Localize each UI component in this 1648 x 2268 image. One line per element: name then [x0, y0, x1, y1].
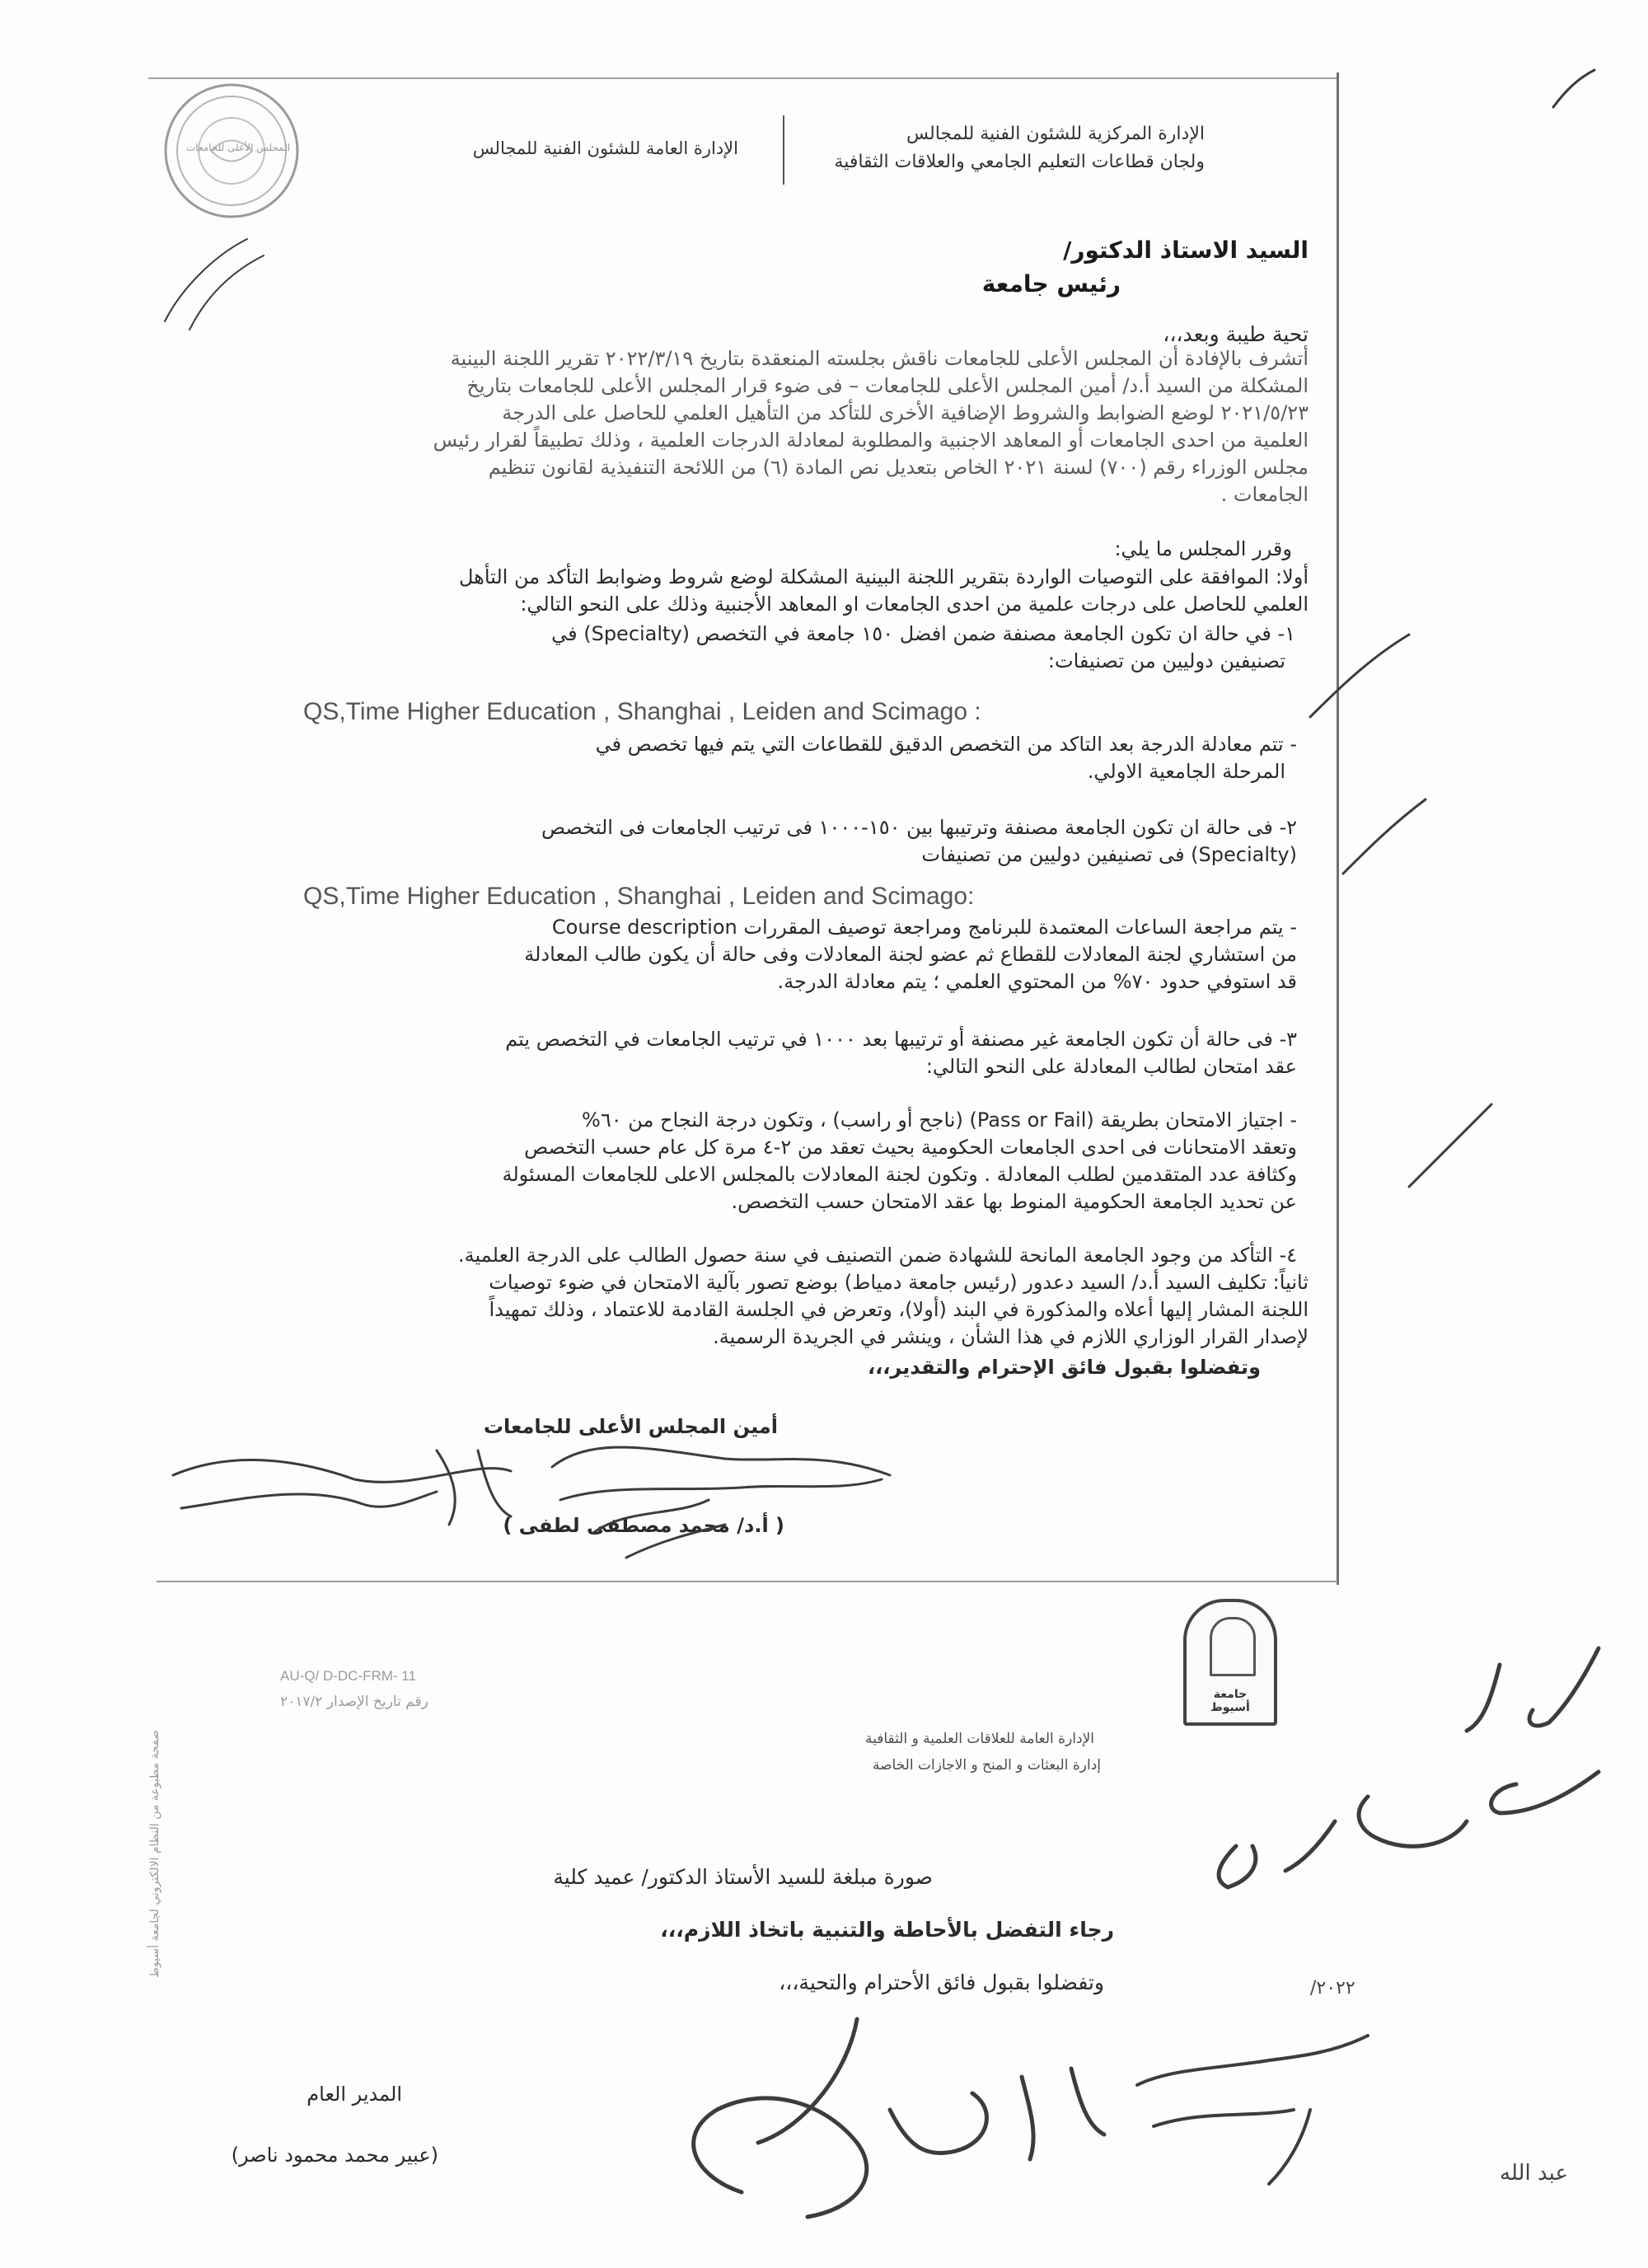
- intro-line-6: الجامعات .: [1220, 483, 1309, 506]
- header-right-line2: ولجان قطاعات التعليم الجامعي والعلاقات الثقافية: [834, 152, 1205, 172]
- margin-check-4: [1549, 66, 1599, 115]
- second-item-line-2: اللجنة المشار إليها أعلاه والمذكورة في البند (أولا)، وتعرض في الجلسة القادمة للاعتماد ، وذلك تمهيداً: [489, 1298, 1309, 1321]
- case4: ٤- التأكد من وجود الجامعة المانحة للشهادة ضمن التصنيف في سنة حصول الطالب على الدرجة العلمية.: [458, 1244, 1297, 1267]
- handwritten-date: ٢٠٢٢/: [1310, 1978, 1355, 1999]
- margin-scribble-top-left: [148, 206, 280, 338]
- second-item-line-1: ثانياً: تكليف السيد أ.د/ السيد دعدور (رئيس جامعة دمياط) بوضع تصور بآلية الامتحان في ضوء توصيات: [489, 1271, 1309, 1294]
- intro-line-3: ٢٠٢١/٥/٢٣ لوضع الضوابط والشروط الإضافية الأخرى للتأكد من التأهيل العلمي للحاصل على الدرجة: [502, 401, 1309, 424]
- margin-check-2: [1335, 791, 1434, 882]
- case3-note-line-2: وتعقد الامتحانات فى احدى الجامعات الحكومية بحيث تعقد من ٢-٤ مرة كل عام حسب التخصص: [524, 1136, 1297, 1159]
- greeting: تحية طيبة وبعد،،،: [1163, 322, 1309, 346]
- case2-note-line-3: قد استوفي حدود ٧٠% من المحتوي العلمي ؛ يتم معادلة الدرجة.: [777, 970, 1297, 993]
- addressee-line2: رئيس جامعة: [981, 270, 1121, 298]
- second-item-line-3: لإصدار القرار الوزاري اللازم في هذا الشأن ، وينشر في الجريدة الرسمية.: [713, 1325, 1309, 1348]
- intro-line-2: المشكلة من السيد أ.د/ أمين المجلس الأعلى للجامعات – فى ضوء قرار المجلس الأعلى للجامعات بتاريخ: [466, 374, 1309, 397]
- closing: وتفضلوا بقبول فائق الإحترام والتقدير،،،: [868, 1356, 1261, 1379]
- case1-note-line-1: - تتم معادلة الدرجة بعد التاكد من التخصص الدقيق للقطاعات التي يتم فيها تخصص في: [595, 733, 1297, 756]
- logo-text: جامعة أسيوط: [1210, 1688, 1250, 1714]
- header-divider: [783, 115, 784, 185]
- form-issue: رقم تاريخ الإصدار ٢٠١٧/٢: [280, 1694, 428, 1710]
- signatory-name: ( أ.د/ محمد مصطفى لطفى ): [503, 1514, 784, 1537]
- margin-note: صفحة مطبوعة من النظام الالكتروني لجامعة أسيوط: [148, 1730, 162, 1978]
- decision-intro: وقرر المجلس ما يلي:: [1114, 537, 1292, 560]
- case2-line-2: (Specialty) فى تصنيفين دوليين من تصنيفات: [921, 843, 1297, 866]
- intro-line-4: العلمية من احدى الجامعات أو المعاهد الاجنبية والمطلوبة لمعادلة الدرجات العلمية ، وذلك تطبيقاً لقرار رئيس: [433, 429, 1309, 452]
- dept-line-2: إدارة البعثات و المنح و الاجازات الخاصة: [872, 1757, 1101, 1774]
- rankings-list-2: QS,Time Higher Education , Shanghai , Leiden and Scimago:: [303, 883, 975, 910]
- handwritten-note-right: [1137, 1632, 1632, 1928]
- case1-note-line-2: المرحلة الجامعية الاولي.: [1087, 760, 1285, 783]
- case3-line-2: عقد امتحان لطالب المعادلة على النحو التالي:: [925, 1055, 1297, 1078]
- first-item-line-2: العلمي للحاصل على درجات علمية من احدى الجامعات او المعاهد الأجنبية وذلك على النحو التالي:: [520, 593, 1309, 616]
- frame-top-line: [148, 77, 1338, 79]
- header-left-line1: الإدارة العامة للشئون الفنية للمجالس: [472, 138, 738, 158]
- copy-to: صورة مبلغة للسيد الأستاذ الدكتور/ عميد كلية: [553, 1865, 933, 1889]
- case1-line-1: ١- في حالة ان تكون الجامعة مصنفة ضمن افضل ١٥٠ جامعة في التخصص (Specialty) في: [551, 622, 1295, 645]
- director-title: المدير العام: [307, 2083, 402, 2106]
- form-code: AU-Q/ D-DC-FRM- 11: [280, 1668, 416, 1684]
- case2-note-line-1: - يتم مراجعة الساعات المعتمدة للبرنامج ومراجعة توصيف المقررات Course description: [551, 916, 1297, 939]
- margin-check-3: [1401, 1096, 1500, 1195]
- case3-note-line-4: عن تحديد الجامعة الحكومية المنوط بها عقد الامتحان حسب التخصص.: [731, 1190, 1297, 1213]
- case3-note-line-1: - اجتياز الامتحان بطريقة (Pass or Fail) (ناجح أو راسب) ، وتكون درجة النجاح من ٦٠%: [582, 1108, 1297, 1132]
- council-signature-handwriting: [165, 1401, 906, 1582]
- handwritten-name: عبد الله: [1500, 2161, 1568, 2186]
- case2-note-line-2: من استشاري لجنة المعادلات للقطاع ثم عضو لجنة المعادلات وفى حالة أن يكون طالب المعادلة: [524, 943, 1297, 966]
- case3-line-1: ٣- فى حالة أن تكون الجامعة غير مصنفة أو ترتيبها بعد ١٠٠٠ في ترتيب الجامعات في التخصص يتم: [505, 1028, 1297, 1051]
- first-item-line-1: أولا: الموافقة على التوصيات الواردة بتقرير اللجنة البينية المشكلة لوضع شروط وضوابط التأكد من التأهل: [458, 565, 1309, 588]
- signatory-title: أمين المجلس الأعلى للجامعات: [483, 1415, 778, 1438]
- intro-line-5: مجلس الوزراء رقم (٧٠٠) لسنة ٢٠٢١ الخاص بتعديل نص المادة (٦) من اللائحة التنفيذية لقانون تنظيم: [488, 456, 1309, 479]
- margin-check-1: [1302, 626, 1417, 725]
- dept-line-1: الإدارة العامة للعلاقات العلمية و الثقافية: [864, 1731, 1094, 1747]
- case2-line-1: ٢- فى حالة ان تكون الجامعة مصنفة وترتيبها بين ١٥٠-١٠٠٠ فى ترتيب الجامعات فى التخصص: [541, 816, 1297, 839]
- closing-2: وتفضلوا بقبول فائق الأحترام والتحية،،،: [779, 1970, 1104, 1994]
- rankings-list-1: QS,Time Higher Education , Shanghai , Leiden and Scimago :: [303, 698, 981, 725]
- request: رجاء التفضل بالأحاطة والتنبية باتخاذ اللازم،،،: [660, 1918, 1114, 1942]
- director-name: (عبير محمد محمود ناصر): [231, 2144, 438, 2167]
- seal-text: المجلس الأعلى للجامعات: [186, 142, 291, 153]
- header-right-line1: الإدارة المركزية للشئون الفنية للمجالس: [906, 124, 1205, 144]
- case1-line-2: تصنيفين دوليين من تصنيفات:: [1047, 649, 1285, 672]
- addressee-line1: السيد الاستاذ الدكتور/: [1063, 237, 1309, 264]
- intro-line-1: أتشرف بالإفادة أن المجلس الأعلى للجامعات ناقش بجلسته المنعقدة بتاريخ ٢٠٢٢/٣/١٩ تقرير اللجنة البينية: [450, 347, 1309, 370]
- case3-note-line-3: وكثافة عدد المتقدمين لطلب المعادلة . وتكون لجنة المعادلات بالمجلس الاعلى للجامعات المسئولة: [502, 1163, 1297, 1186]
